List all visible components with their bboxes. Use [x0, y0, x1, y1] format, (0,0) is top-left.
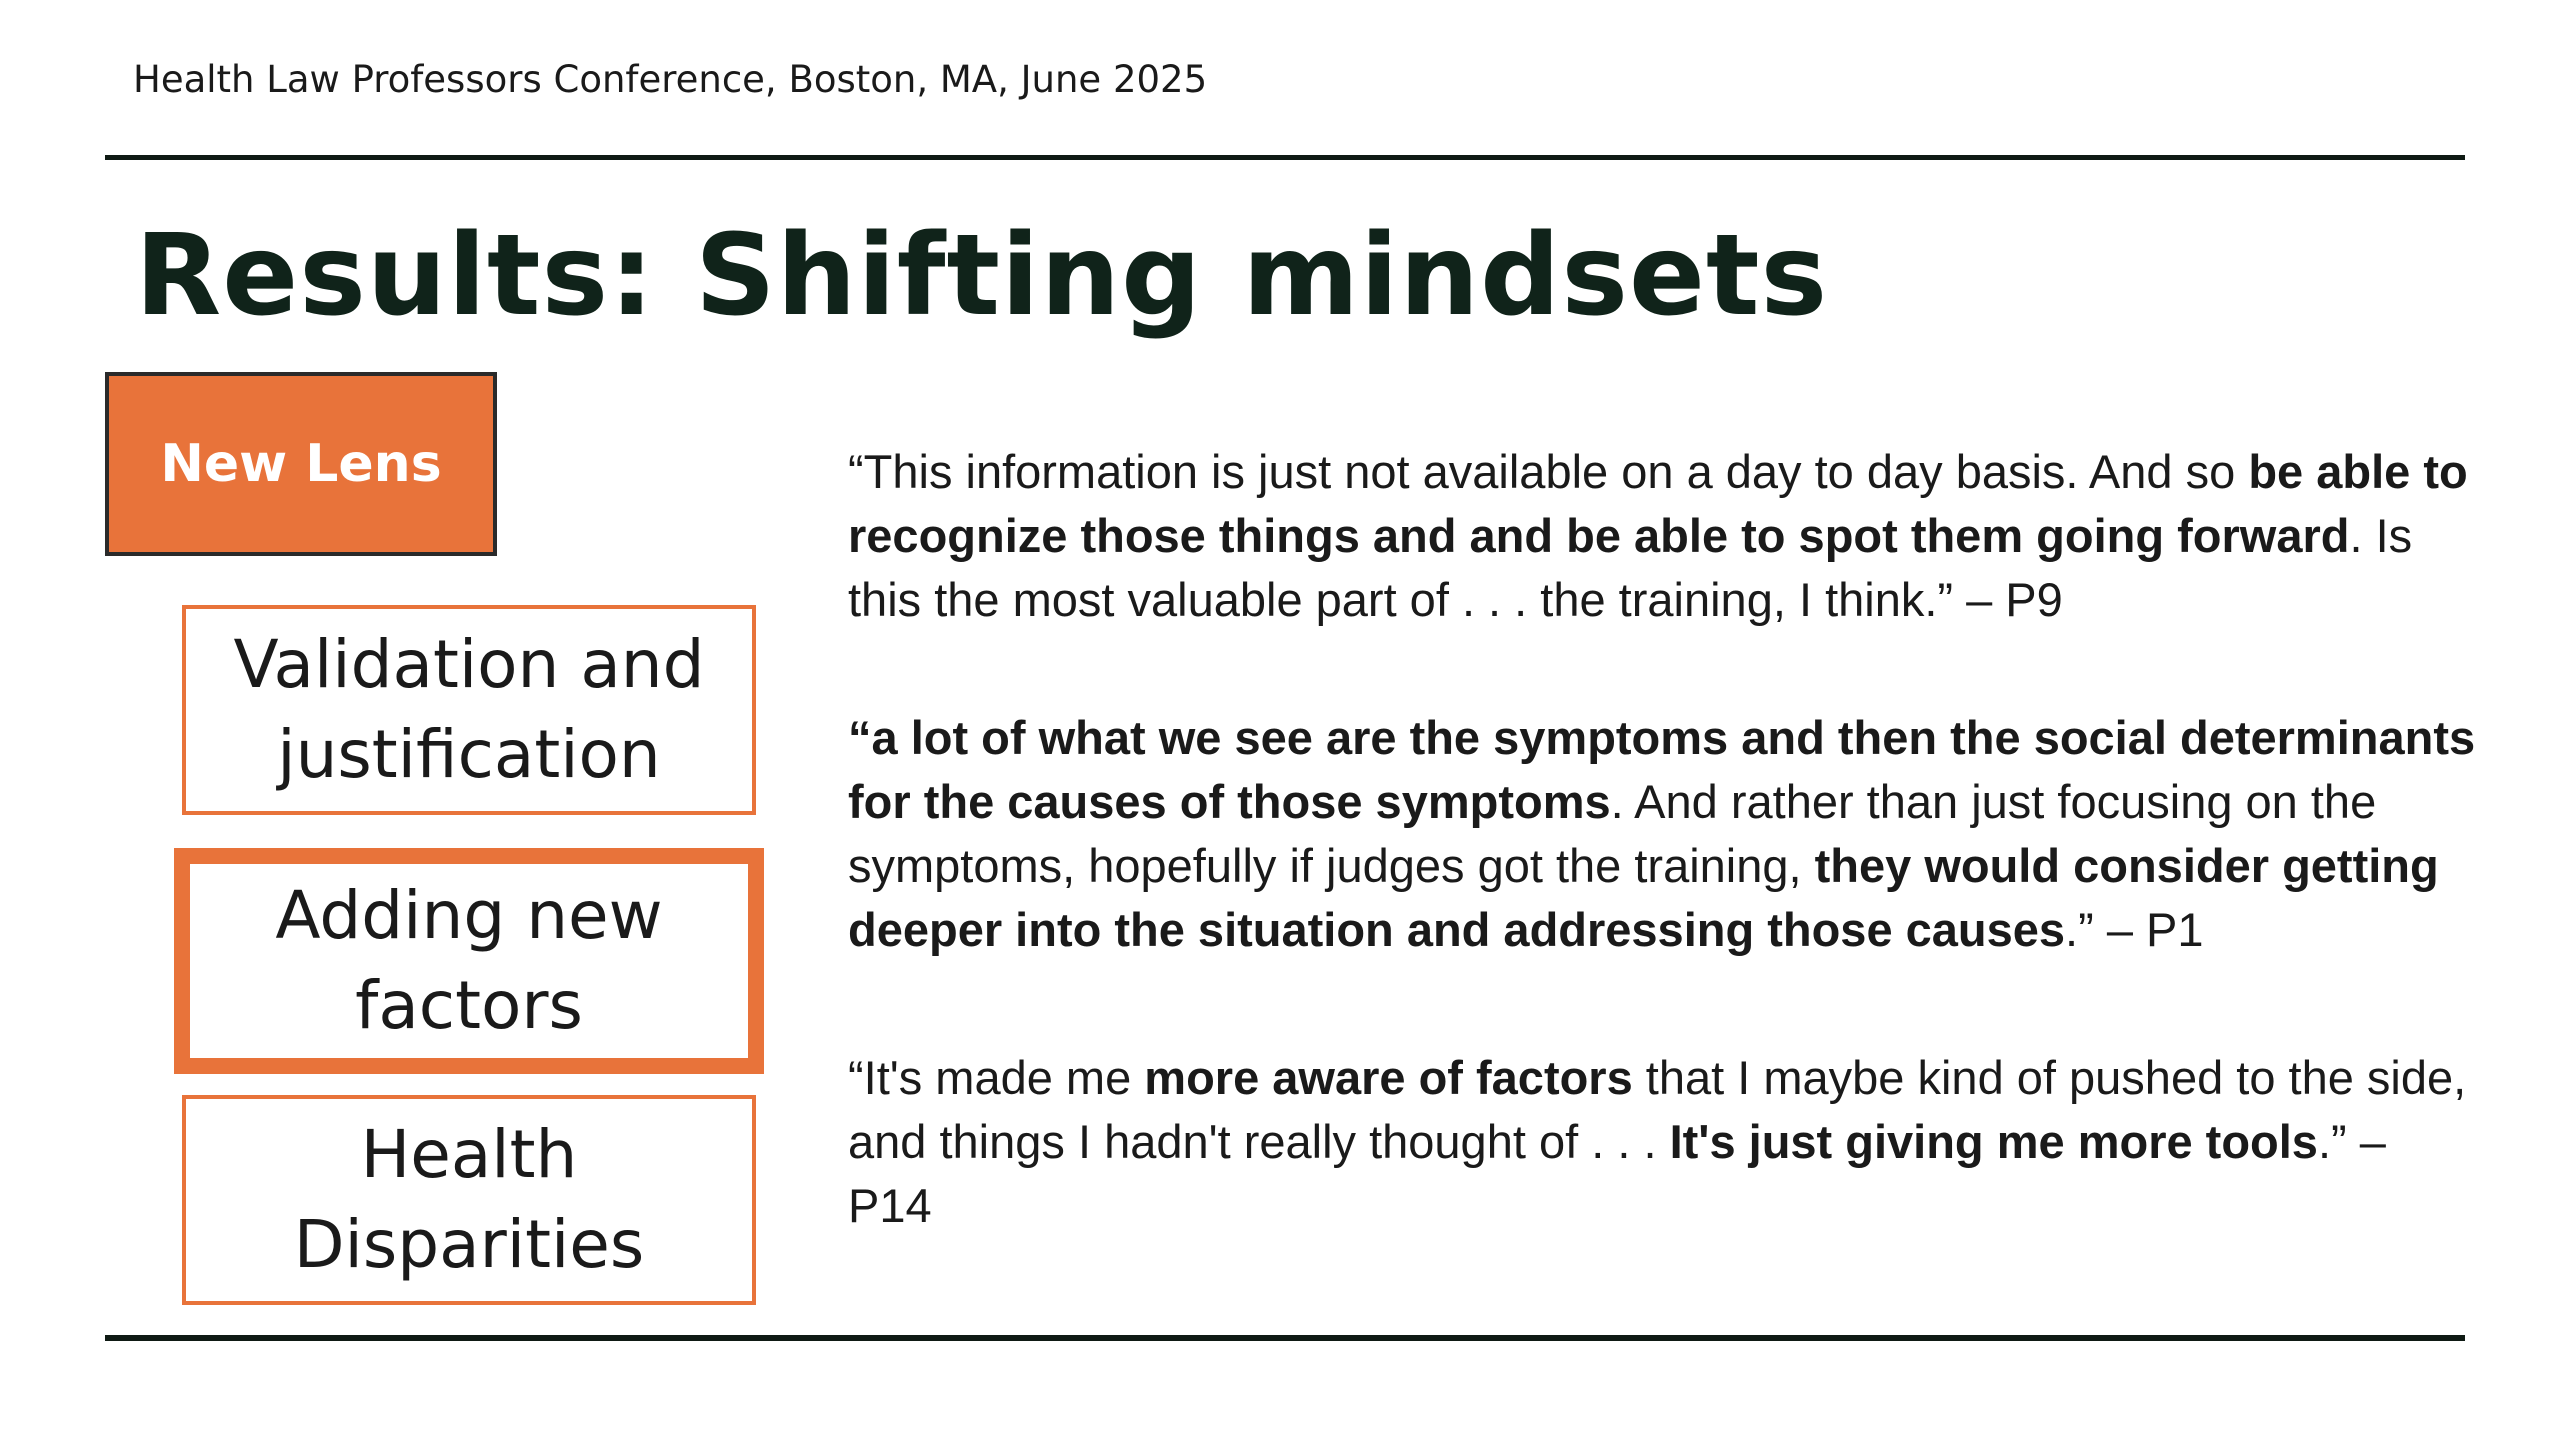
quote-p14 — [848, 1046, 2478, 1238]
quote-p14-text-1: “It's made me — [848, 1051, 1145, 1104]
quote-p9 — [848, 440, 2478, 632]
quote-p14-text-2: that I maybe kind of pushed to the side, and things I hadn't really thought of . . . — [848, 1051, 2467, 1168]
quote-p9-text-1: “This information is just not available on a day to day basis. And so — [848, 445, 2249, 498]
quote-p1-text-2: .” – P1 — [2065, 903, 2204, 956]
quote-p1-emphasis-2: they would consider getting deeper into the situation and addressing those causes — [848, 839, 2439, 956]
category-adding-new-factors: Adding new factors — [174, 848, 764, 1074]
quote-p9-text-2: . Is this the most valuable part of . . . the training, I think.” – P9 — [848, 509, 2413, 626]
bottom-divider — [105, 1335, 2465, 1341]
quote-p1-text-1: . And rather than just focusing on the symptoms, hopefully if judges got the training, — [848, 775, 2377, 892]
new-lens-badge: New Lens — [105, 372, 497, 556]
top-divider — [105, 155, 2465, 160]
quote-p1-emphasis-1: “a lot of what we see are the symptoms and then the social determinants for the causes of those symptoms — [848, 711, 2476, 828]
category-health-disparities: Health Disparities — [182, 1095, 756, 1305]
quote-p14-emphasis-1: more aware of factors — [1144, 1051, 1633, 1104]
quote-p1 — [848, 706, 2478, 962]
quote-p9-emphasis: be able to recognize those things and and be able to spot them going forward — [848, 445, 2468, 562]
category-validation-justification: Validation and justification — [182, 605, 756, 815]
slide-title: Results: Shifting mindsets — [135, 211, 1829, 341]
conference-header: Health Law Professors Conference, Boston, MA, June 2025 — [133, 58, 1208, 101]
quote-p14-text-3: .” – P14 — [848, 1115, 2386, 1232]
quote-p14-emphasis-2: It's just giving me more tools — [1669, 1115, 2318, 1168]
